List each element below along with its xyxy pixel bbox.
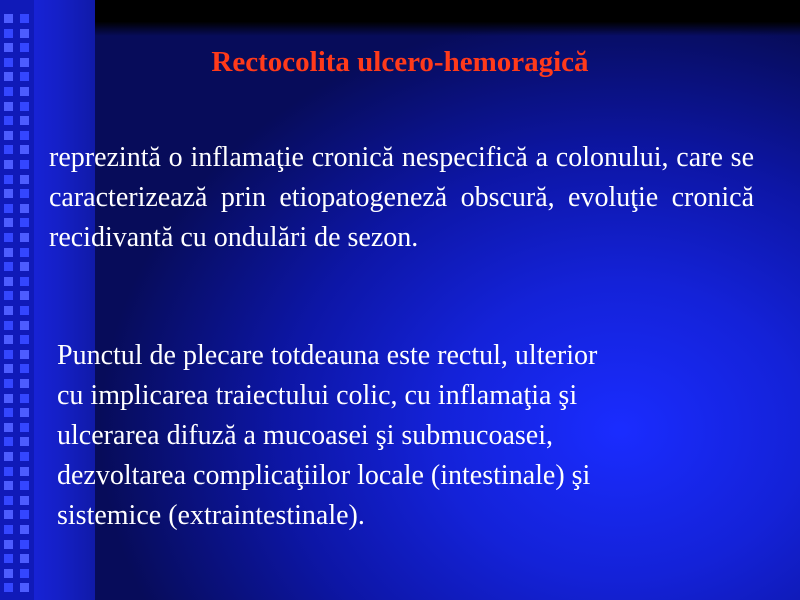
decorative-square [20,58,29,67]
decorative-square [4,437,13,446]
decorative-square [20,364,29,373]
decorative-square [4,58,13,67]
decorative-square [20,87,29,96]
decorative-square [20,160,29,169]
decorative-square [20,496,29,505]
decorative-square [4,262,13,271]
description-line: Punctul de plecare totdeauna este rectul, ulterior [57,340,598,371]
decorative-square [4,116,13,125]
decorative-square [4,525,13,534]
decorative-square [20,554,29,563]
decorative-square [4,379,13,388]
definition-paragraph: reprezintă o inflamaţie cronică nespecifică a colonului, care se caracterizează prin etiopatogeneză obscură, evoluţie cronică recidivantă cu ondulări de sezon. [49,142,754,253]
decorative-square [4,248,13,257]
decorative-square [20,72,29,81]
decorative-square [4,233,13,242]
decorative-square [20,204,29,213]
description-paragraph [57,336,757,536]
decorative-square [4,452,13,461]
top-dark-band [95,0,800,36]
decorative-square [20,131,29,140]
decorative-square [4,540,13,549]
decorative-square [20,437,29,446]
decorative-square [4,569,13,578]
decorative-square [4,423,13,432]
decorative-square [4,87,13,96]
decorative-square [4,145,13,154]
decorative-square [4,43,13,52]
decorative-square [20,102,29,111]
decorative-square [20,394,29,403]
decorative-square [4,306,13,315]
decorative-square [20,379,29,388]
decorative-square [4,29,13,38]
decorative-square [4,335,13,344]
description-line: dezvoltarea complicaţiilor locale (intestinale) şi [57,460,591,491]
decorative-square [4,510,13,519]
decorative-square [20,233,29,242]
decorative-square [20,510,29,519]
decorative-square [20,540,29,549]
decorative-square [4,189,13,198]
decorative-square [4,102,13,111]
decorative-square [20,277,29,286]
decorative-square [20,175,29,184]
decorative-square [4,131,13,140]
decorative-square [20,306,29,315]
decorative-square [4,204,13,213]
decorative-square [20,321,29,330]
decorative-square [20,481,29,490]
decorative-square [4,175,13,184]
decorative-square [20,291,29,300]
description-line: cu implicarea traiectului colic, cu inflamaţia şi [57,380,578,411]
decorative-square [4,291,13,300]
decorative-square [4,218,13,227]
description-line: ulcerarea difuză a mucoasei şi submucoasei, [57,420,554,451]
slide-title: Rectocolita ulcero-hemoragică [211,46,589,78]
decorative-square [20,43,29,52]
decorative-square [20,423,29,432]
decorative-square [20,408,29,417]
decorative-square [4,14,13,23]
decorative-square [20,525,29,534]
decorative-square [20,145,29,154]
decorative-square [20,335,29,344]
decorative-square [20,248,29,257]
decorative-square [4,496,13,505]
decorative-square [20,29,29,38]
decorative-square [20,116,29,125]
decorative-square [4,72,13,81]
decorative-square [4,277,13,286]
decorative-square [4,481,13,490]
decorative-square [20,583,29,592]
decorative-square [20,189,29,198]
description-line: sistemice (extraintestinale). [57,500,365,531]
decorative-square [4,364,13,373]
decorative-square [20,262,29,271]
decorative-square [4,467,13,476]
decorative-square [4,554,13,563]
decorative-square [20,452,29,461]
decorative-square [4,408,13,417]
decorative-square [20,569,29,578]
decorative-square [4,321,13,330]
decorative-square [20,218,29,227]
decorative-square [20,467,29,476]
decorative-square [4,160,13,169]
decorative-square [20,14,29,23]
decorative-square [4,394,13,403]
decorative-square [20,350,29,359]
decorative-square [4,350,13,359]
decorative-square [4,583,13,592]
